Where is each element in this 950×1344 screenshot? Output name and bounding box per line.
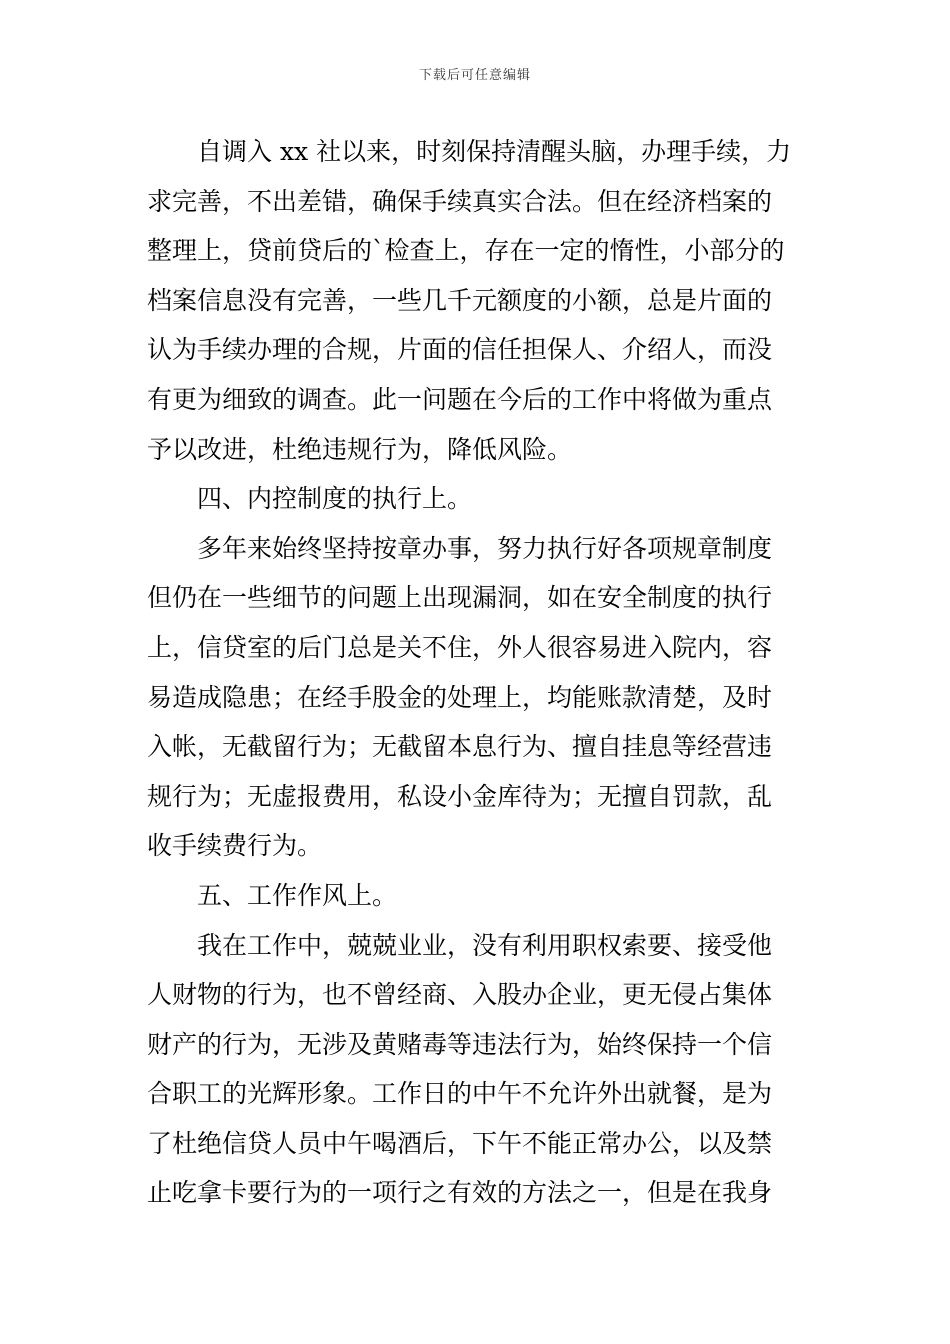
body-line: 认为手续办理的合规，片面的信任担保人、介绍人，而没 xyxy=(147,335,773,365)
document-body xyxy=(147,127,807,1218)
body-line: 档案信息没有完善，一些几千元额度的小额，总是片面的 xyxy=(147,285,773,315)
body-line: 合职工的光辉形象。工作日的中午不允许外出就餐，是为 xyxy=(147,1079,773,1109)
body-line: 易造成隐患；在经手股金的处理上，均能账款清楚，及时 xyxy=(147,682,773,712)
section-heading: 四、内控制度的执行上。 xyxy=(197,484,473,514)
body-line: 入帐，无截留行为；无截留本息行为、擅自挂息等经营违 xyxy=(147,732,773,762)
body-line: 了杜绝信贷人员中午喝酒后，下午不能正常办公，以及禁 xyxy=(147,1128,773,1158)
body-line: 整理上，贷前贷后的`检查上，存在一定的惰性，小部分的 xyxy=(147,236,785,266)
body-line: 我在工作中，兢兢业业，没有利用职权索要、接受他 xyxy=(197,930,773,960)
body-line: 多年来始终坚持按章办事，努力执行好各项规章制度 xyxy=(197,533,773,563)
body-line: 人财物的行为，也不曾经商、入股办企业，更无侵占集体 xyxy=(147,980,773,1010)
section-heading: 五、工作作风上。 xyxy=(197,880,398,910)
page-header-note: 下载后可任意编辑 xyxy=(418,68,531,83)
body-line: 求完善，不出差错，确保手续真实合法。但在经济档案的 xyxy=(147,186,773,216)
body-line: 收手续费行为。 xyxy=(147,831,323,861)
body-line: 予以改进，杜绝违规行为，降低风险。 xyxy=(147,434,573,464)
body-line: 规行为；无虚报费用，私设小金库待为；无擅自罚款，乱 xyxy=(147,781,773,811)
body-line: 自调入 xx 社以来，时刻保持清醒头脑，办理手续，力 xyxy=(197,137,792,166)
body-line: 止吃拿卡要行为的一项行之有效的方法之一，但是在我身 xyxy=(147,1178,773,1208)
body-line: 有更为细致的调查。此一问题在今后的工作中将做为重点 xyxy=(147,384,773,414)
body-line: 财产的行为，无涉及黄赌毒等违法行为，始终保持一个信 xyxy=(147,1029,773,1059)
body-line: 但仍在一些细节的问题上出现漏洞，如在安全制度的执行 xyxy=(147,583,773,613)
body-line: 上，信贷室的后门总是关不住，外人很容易进入院内，容 xyxy=(147,632,773,662)
